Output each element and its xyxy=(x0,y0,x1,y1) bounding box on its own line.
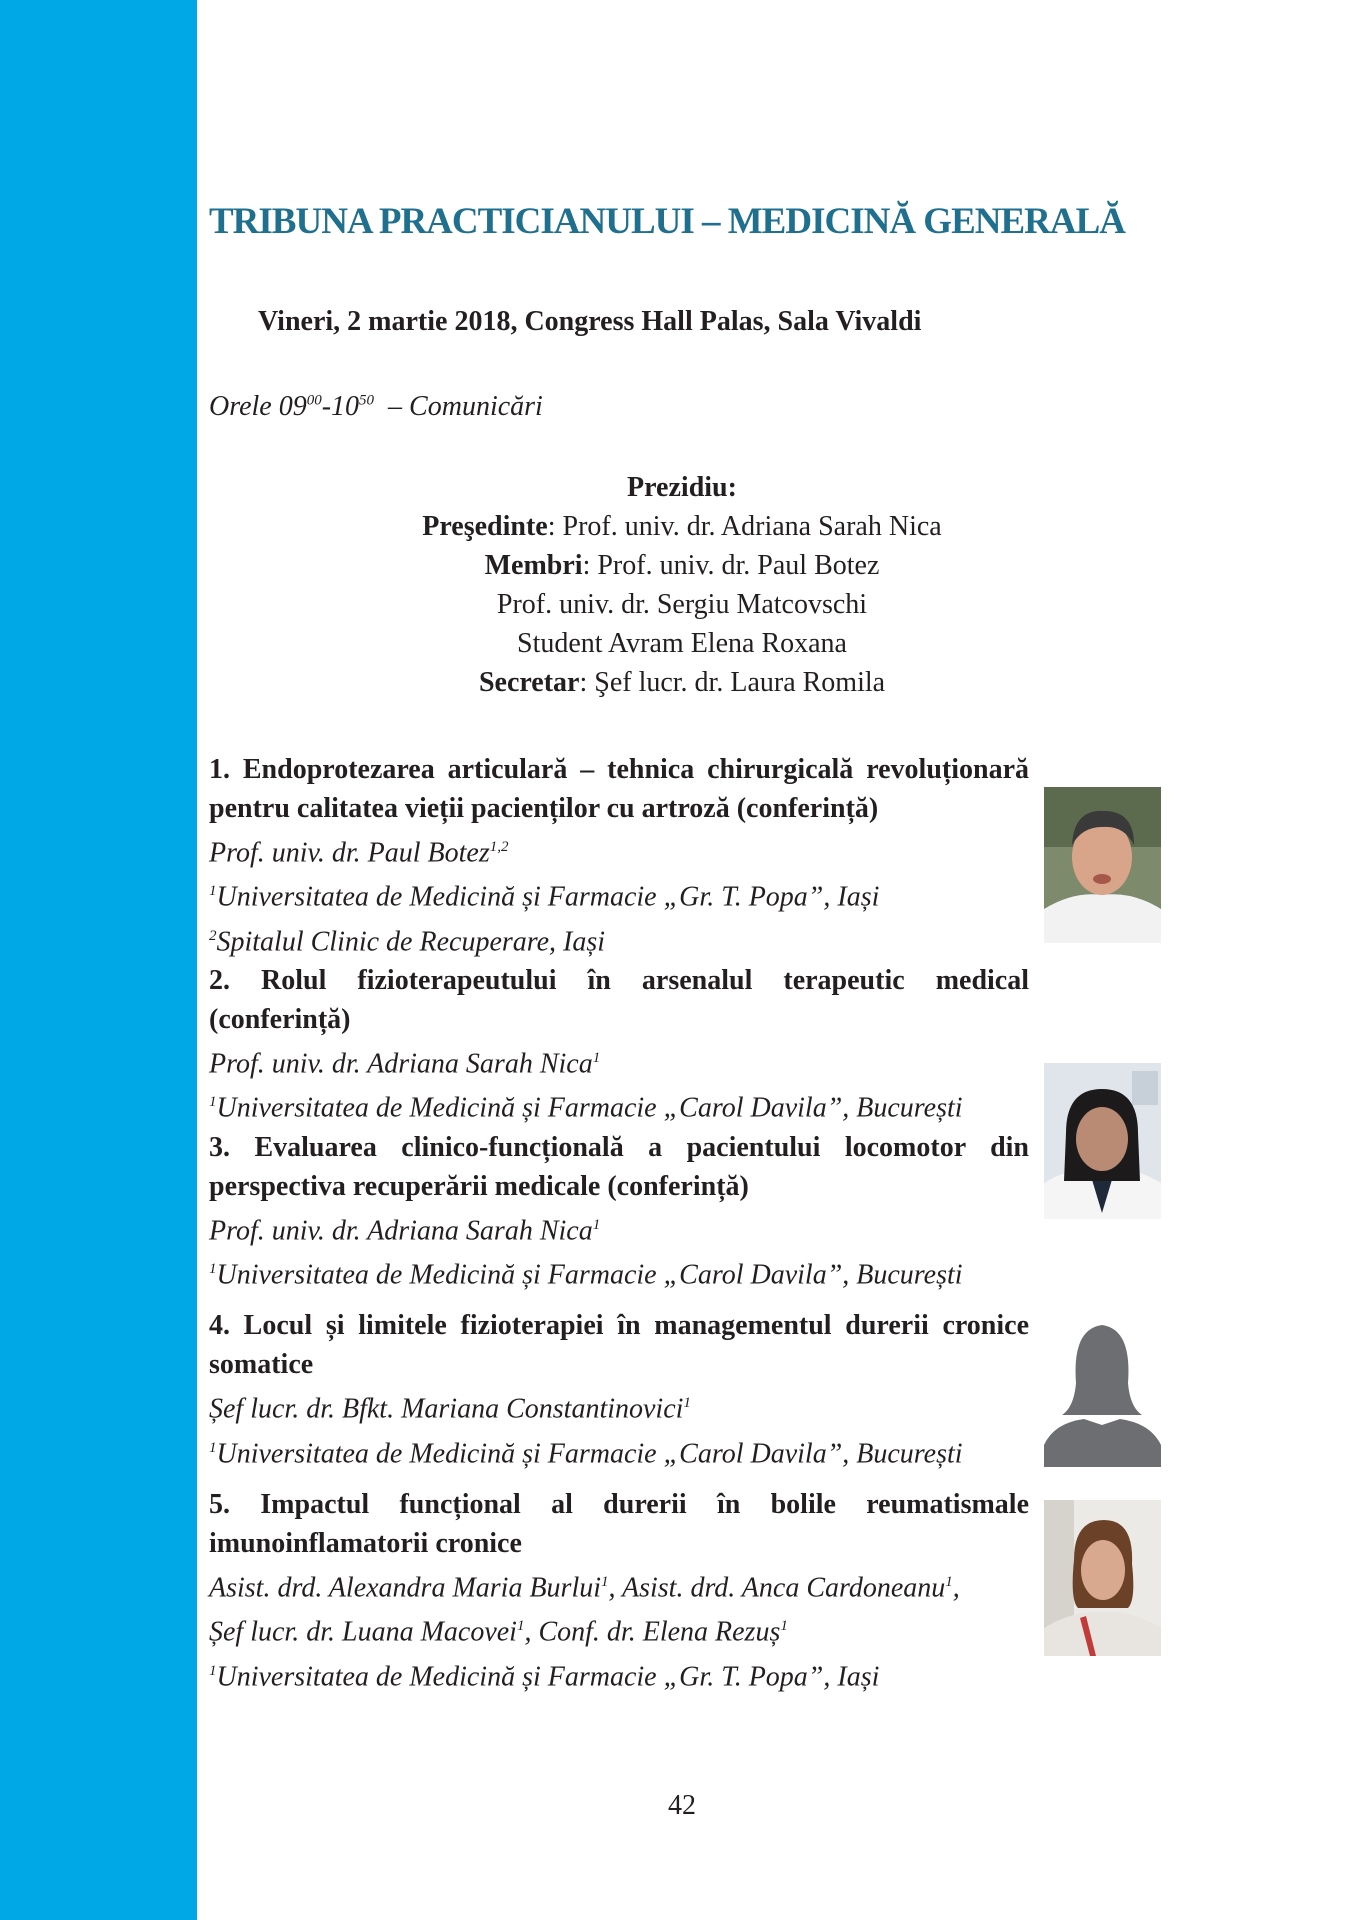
talk-author xyxy=(209,1206,1029,1250)
author-name: , Conf. dr. Elena Rezuș xyxy=(524,1616,781,1648)
affiliation-name: Universitatea de Medicină și Farmacie „Gr. T. Popa”, Iași xyxy=(216,881,880,913)
author-name: Asist. drd. Alexandra Maria Burlui xyxy=(209,1572,601,1604)
author-affiliation-ref: 1 xyxy=(780,1618,788,1635)
affiliation-ref: 1 xyxy=(209,1094,217,1111)
prezidiu-block xyxy=(209,468,1155,702)
membru-name: : Prof. univ. dr. Paul Botez xyxy=(582,550,880,581)
session-end-minutes: 50 xyxy=(359,392,375,409)
page-title: TRIBUNA PRACTICIANULUI – MEDICINĂ GENERALĂ xyxy=(209,201,1125,242)
talk-author xyxy=(209,828,1029,872)
talk-item xyxy=(209,1128,1029,1295)
talk-affiliation xyxy=(209,1083,1029,1127)
author-affiliation-ref: 1 xyxy=(592,1049,601,1066)
session-start-minutes: 00 xyxy=(306,392,322,409)
session-time-end-hour: -10 xyxy=(321,391,360,422)
talk-item xyxy=(209,961,1029,1128)
speaker-photo-placeholder xyxy=(1044,1311,1161,1467)
affiliation-name: Universitatea de Medicină și Farmacie „Carol Davila”, București xyxy=(216,1092,963,1124)
talk-title: 1. Endoprotezarea articulară – tehnica chirurgicală revoluționară pentru calitatea vieții pacienților cu artroză (conferință) xyxy=(209,754,1029,824)
author-name: Șef lucr. dr. Luana Macovei xyxy=(209,1616,517,1648)
author-affiliation-ref: 1 xyxy=(945,1573,953,1590)
affiliation-name: Universitatea de Medicină și Farmacie „Gr. T. Popa”, Iași xyxy=(216,1660,880,1692)
presedinte-label: Preşedinte xyxy=(422,511,548,542)
talk-affiliation xyxy=(209,872,1029,916)
affiliation-ref: 1 xyxy=(209,1662,217,1679)
session-time xyxy=(209,391,543,423)
author-name: , Asist. drd. Anca Cardoneanu xyxy=(608,1572,946,1604)
affiliation-name: Spitalul Clinic de Recuperare, Iași xyxy=(216,925,606,957)
author-affiliation-ref: 1 xyxy=(516,1618,525,1635)
session-time-prefix: Orele 09 xyxy=(209,391,307,422)
side-color-bar xyxy=(0,0,197,1920)
author-name: Prof. univ. dr. Adriana Sarah Nica xyxy=(209,1214,593,1246)
author-name: Prof. univ. dr. Adriana Sarah Nica xyxy=(209,1048,593,1080)
membru-name: Student Avram Elena Roxana xyxy=(517,628,847,659)
presedinte-name: : Prof. univ. dr. Adriana Sarah Nica xyxy=(547,511,942,542)
talk-item xyxy=(209,1306,1029,1473)
affiliation-ref: 1 xyxy=(209,1439,217,1456)
talk-title: 4. Locul și limitele fizioterapiei în managementul durerii cronice somatice xyxy=(209,1310,1029,1381)
talk-author xyxy=(209,1384,1029,1428)
affiliation-name: Universitatea de Medicină și Farmacie „Carol Davila”, București xyxy=(216,1259,963,1291)
talk-item xyxy=(209,750,1029,961)
prezidiu-heading: Prezidiu: xyxy=(627,472,737,503)
author-affiliation-ref: 1 xyxy=(601,1573,609,1590)
membri-label: Membri xyxy=(484,550,583,581)
author-name: Prof. univ. dr. Paul Botez xyxy=(209,837,490,869)
affiliation-ref: 1 xyxy=(209,883,217,900)
talk-authors-line xyxy=(209,1607,1029,1651)
speaker-photo-nica xyxy=(1044,1063,1161,1219)
speaker-photo-burlui xyxy=(1044,1500,1161,1656)
secretar-label: Secretar xyxy=(478,667,580,698)
author-affiliation-ref: 1 xyxy=(592,1216,601,1233)
talk-title: 2. Rolul fizioterapeutului în arsenalul terapeutic medical (conferință) xyxy=(209,964,1029,1035)
session-date-location: Vineri, 2 martie 2018, Congress Hall Palas, Sala Vivaldi xyxy=(258,306,922,337)
speaker-photo-botez xyxy=(1044,787,1161,943)
talks-list xyxy=(209,750,1029,1696)
session-type: – Comunicări xyxy=(374,391,543,422)
secretar-line xyxy=(209,663,1155,702)
talk-affiliation xyxy=(209,1250,1029,1294)
talk-authors-line xyxy=(209,1563,1029,1607)
talk-author xyxy=(209,1039,1029,1083)
page-number: 42 xyxy=(668,1790,696,1821)
affiliation-name: Universitatea de Medicină și Farmacie „Carol Davila”, București xyxy=(216,1437,963,1469)
author-affiliation-ref: 1 xyxy=(683,1395,691,1412)
talk-affiliation xyxy=(209,1429,1029,1473)
presedinte-line xyxy=(209,507,1155,546)
membri-line xyxy=(209,546,1155,585)
author-affiliation-ref: 1,2 xyxy=(489,839,509,855)
talk-item xyxy=(209,1485,1029,1696)
talk-title: 3. Evaluarea clinico-funcțională a pacientului locomotor din perspectiva recuperării medicale (conferință) xyxy=(209,1131,1029,1202)
author-name: Șef lucr. dr. Bfkt. Mariana Constantinovici xyxy=(209,1393,684,1425)
talk-title: 5. Impactul funcțional al durerii în bolile reumatismale imunoinflamatorii cronice xyxy=(209,1488,1029,1559)
membru-name: Prof. univ. dr. Sergiu Matcovschi xyxy=(496,589,868,620)
author-separator: , xyxy=(952,1572,960,1604)
talk-affiliation xyxy=(209,917,1029,961)
talk-affiliation xyxy=(209,1652,1029,1696)
affiliation-ref: 2 xyxy=(209,927,217,944)
affiliation-ref: 1 xyxy=(209,1260,217,1277)
secretar-name: : Şef lucr. dr. Laura Romila xyxy=(579,667,886,698)
